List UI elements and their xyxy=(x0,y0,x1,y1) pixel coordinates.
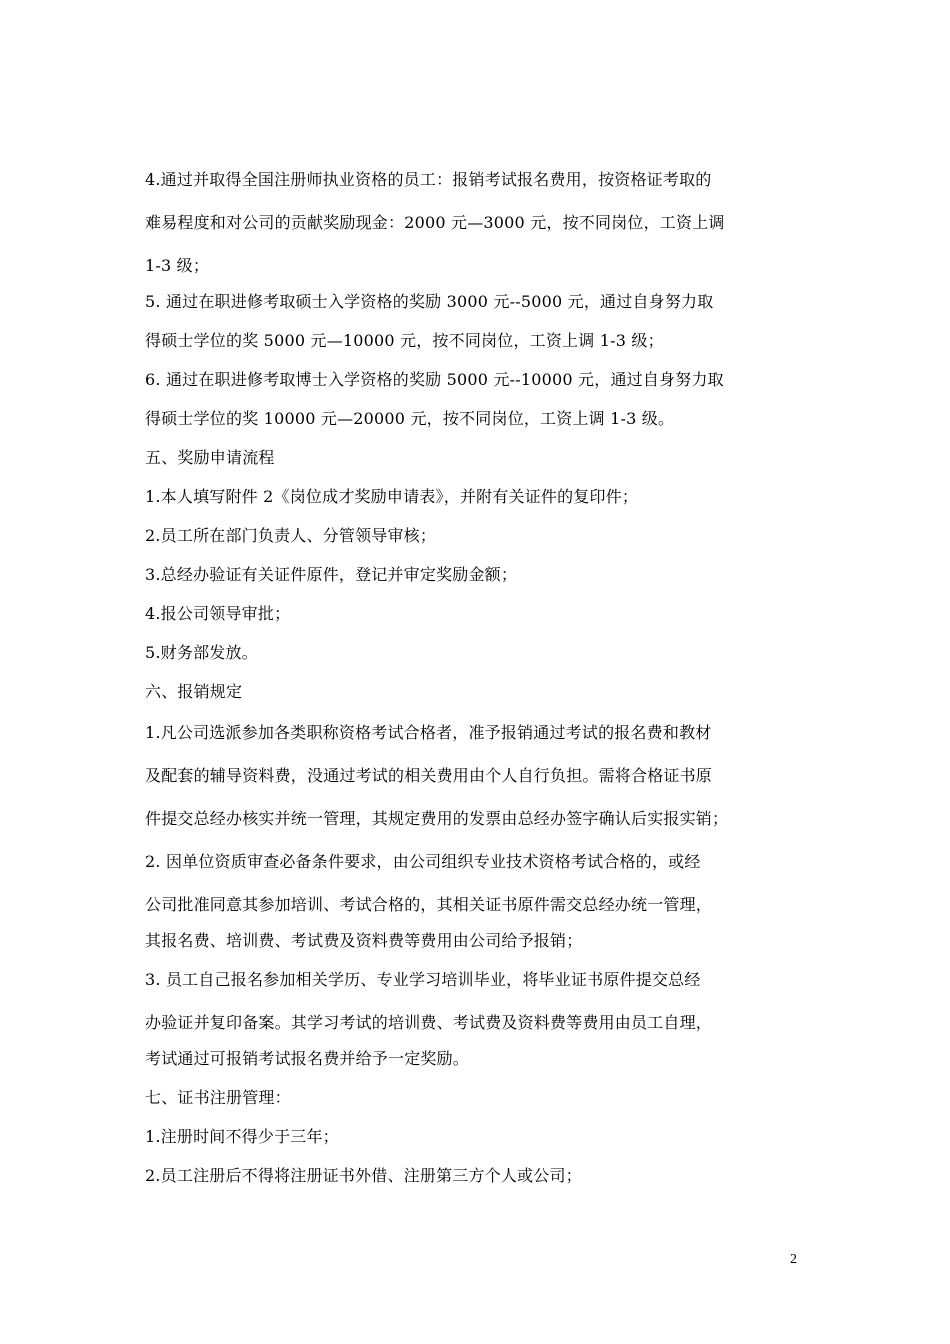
text-line-item5-part1: 5. 通过在职进修考取硕士入学资格的奖励 3000 元--5000 元，通过自身努力取 xyxy=(145,292,714,311)
text-line-process-3: 3.总经办验证有关证件原件，登记并审定奖励金额； xyxy=(145,565,518,584)
text-line-reimburse-1b: 及配套的辅导资料费，没通过考试的相关费用由个人自行负担。需将合格证书原 xyxy=(145,766,713,785)
text-line-item4-part2: 难易程度和对公司的贡献奖励现金：2000 元—3000 元，按不同岗位，工资上调 xyxy=(145,213,725,232)
text-line-item6-part2: 得硕士学位的奖 10000 元—20000 元，按不同岗位，工资上调 1-3 级。 xyxy=(145,409,675,428)
text-line-process-2: 2.员工所在部门负责人、分管领导审核； xyxy=(145,526,437,545)
section-heading-7: 七、证书注册管理： xyxy=(145,1088,291,1107)
text-line-reimburse-3b: 办验证并复印备案。其学习考试的培训费、考试费及资料费等费用由员工自理， xyxy=(145,1013,713,1032)
text-line-item4-part1: 4.通过并取得全国注册师执业资格的员工：报销考试报名费用，按资格证考取的 xyxy=(145,170,712,189)
text-line-reimburse-1a: 1.凡公司选派参加各类职称资格考试合格者，准予报销通过考试的报名费和教材 xyxy=(145,723,712,742)
text-line-reimburse-1c: 件提交总经办核实并统一管理，其规定费用的发票由总经办签字确认后实报实销； xyxy=(145,809,729,828)
text-line-cert-2: 2.员工注册后不得将注册证书外借、注册第三方个人或公司； xyxy=(145,1166,582,1185)
text-line-item6-part1: 6. 通过在职进修考取博士入学资格的奖励 5000 元--10000 元，通过自身努力取 xyxy=(145,370,724,389)
text-line-reimburse-2a: 2. 因单位资质审查必备条件要求，由公司组织专业技术资格考试合格的，或经 xyxy=(145,852,701,871)
text-line-reimburse-2b: 公司批准同意其参加培训、考试合格的，其相关证书原件需交总经办统一管理， xyxy=(145,895,713,914)
section-heading-5: 五、奖励申请流程 xyxy=(145,448,275,467)
text-line-process-5: 5.财务部发放。 xyxy=(145,643,258,662)
page-number: 2 xyxy=(790,1252,797,1267)
text-line-reimburse-3c: 考试通过可报销考试报名费并给予一定奖励。 xyxy=(145,1049,470,1068)
text-line-reimburse-3a: 3. 员工自己报名参加相关学历、专业学习培训毕业，将毕业证书原件提交总经 xyxy=(145,970,701,989)
section-heading-6: 六、报销规定 xyxy=(145,682,243,701)
text-line-cert-1: 1.注册时间不得少于三年； xyxy=(145,1127,339,1146)
text-line-process-4: 4.报公司领导审批； xyxy=(145,604,291,623)
text-line-reimburse-2c: 其报名费、培训费、考试费及资料费等费用由公司给予报销； xyxy=(145,931,583,950)
text-line-process-1: 1.本人填写附件 2《岗位成才奖励申请表》，并附有关证件的复印件； xyxy=(145,487,639,506)
text-line-item4-part3: 1-3 级； xyxy=(145,256,210,275)
text-line-item5-part2: 得硕士学位的奖 5000 元—10000 元，按不同岗位，工资上调 1-3 级； xyxy=(145,331,664,350)
